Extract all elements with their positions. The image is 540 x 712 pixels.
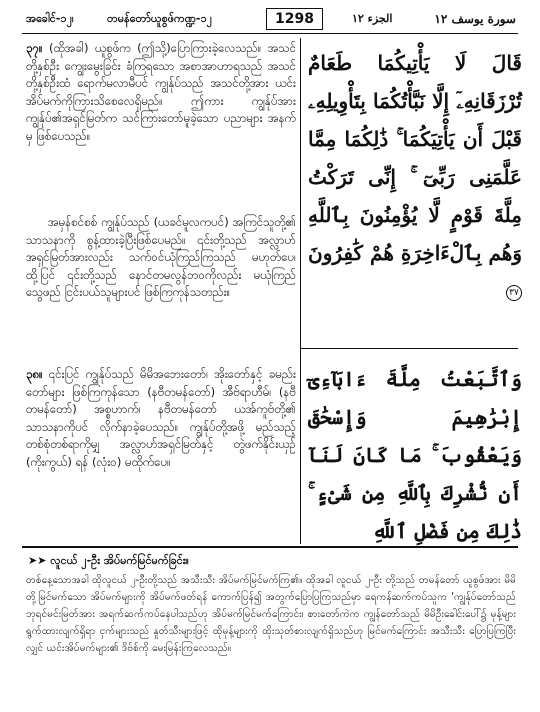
verse-number-37: ၃၇။ (26, 41, 43, 55)
verse-number-38: ၃၈။ (26, 367, 43, 381)
column-divider (300, 38, 301, 544)
arabic-verse-38 (308, 360, 522, 550)
translation-verse-37-cont (26, 214, 296, 302)
footnote-divider (22, 546, 518, 548)
verse-end-marker-37: ٣٧ (506, 285, 522, 301)
juz-label: الجزء ١٢ (352, 12, 393, 25)
arabic-text-37: قَالَ لَا يَأْتِيكُمَا طَعَامٌ تُرْزَقَانِهِۦٓ إِلَّا نَبَّأْتُكُمَا بِتَأْوِيلِهِۦ قَبْلَ أَن يَأْتِيَكُمَا ۚ ذَٰلِكُمَا مِمَّا عَلَّمَنِى رَبِّىٓ ۚ إِنِّى تَرَكْتُ مِلَّةَ قَوْمٍ لَّا يُؤْمِنُونَ بِٱللَّهِ وَهُم بِٱلْءَاخِرَةِ هُمْ كَٰفِرُونَ (308, 51, 522, 265)
surah-label: سورة يوسف ١٢ (434, 12, 516, 26)
double-arrow-icon: ➤➤ (28, 554, 47, 567)
verse-38-text: ၎င်းပြင် ကျွန်ုပ်သည် မိမိအဘေးတော်၊ အိုးတော်နှင့် ခမည်းတော်များ ဖြစ်ကြကုန်သော (နဗီတမန်တော်) အီဗ်ရာဟီမ်၊ (နဗီတမန်တော်) အစ္စဟာက်၊ နဗီတမန်တော် ယအ်ကူဗ်တို့၏ သာသနာကိုပင် လိုက်နာခဲ့ပေသည်။ ကျွန်ုပ်တို့အဖို့ မည်သည့်တစ်စုံတစ်ရာကိုမျှ အလ္လာဟ်အရှင်မြတ်နှင့် တွဲဖက်နိုင်းယှဉ် (ကိုးကွယ်) ရန် (လုံး၀) မထိုက်ပေ။ (26, 367, 296, 469)
page-number: 1298 (266, 8, 323, 30)
footnote-body (26, 572, 516, 657)
translation-verse-38 (26, 366, 296, 472)
footnote-text: တစ်နေ့သောအခါ ထိုလူငယ် ၂-ဦးတို့သည် အသီးသီး အိပ်မက်မြင်မက်ကြ၏။ ထိုအခါ လူငယ် ၂-ဦး တို့သည် တမန်တော် ယူစွဖ်အား မိမိတို့မြင်မက်သော အိပ်မက်များကို အိပ်မက်ဖတ်ရန် ကောက်ပြန်၍ အတွက်ပြောပြကြသည်မှာ ရေကန်ဆက်ကပ်သူက 'ကျွန်ုပ်တော်သည် ဘုရင်မင်းမြတ်အား အရက်ဆက်ကပ်နေပါသည်ဟု အိပ်မက်မြင်မက်ကြောင်း၊ စားတော်ကဲက ကျွန်တော်သည် မိမိဦးခေါင်းပေါ်၌ မုန့်များ ရွက်ထားလျက်ရှိရာ ငှက်များသည် နှုတ်သီးများဖြင့် ထိုမုန့်များကို ထိုးသုတ်စားလျက်ရှိသည်ဟု မြင်မက်ကြောင်း အသီးသီး ပြောပြကြပြီးလျှင် ယင်းအိပ်မက်များ၏ ဒိဗ်စ်ကို မေးမြန်းကြလေသည်။ (26, 575, 516, 654)
verse-37-text: (ထိုအခါ) ယူစွဖ်က (ဤသို့)ပြောကြားခဲ့လေသည်။ အသင်တို့နှစ်ဦး ကျွေးမွေးခြင်း ခံကြရသော အစာအာဟာရသည် အသင်တို့နှစ်ဦးထံ ရောက်မလာမီပင် ကျွန်ုပ်သည် အသင်တို့အား ယင်းအိပ်မက်ကိုကြားသိစေလေရှိမည်။ ဤကား ကျွန်ုပ်အား ကျွန်ုပ်၏အရှင်မြတ်က သင်ကြားတော်မူခဲ့သော ပညာများ အနက်မှ ဖြစ်ပေသည်။ (26, 41, 296, 143)
translation-verse-37 (26, 40, 296, 146)
header-chapter-label: တမန်တော်ယူစွဖ်ကဏ္ဍ-၁၂ (107, 12, 213, 25)
footnote-title: လူငယ် ၂-ဦး အိပ်မက်မြင်မက်ခြင်း။ (50, 554, 189, 567)
page-header (22, 6, 518, 32)
header-left-label: အခေါင်-၁၂၊ (26, 12, 74, 25)
verse-37-text-continued: အမှန်စင်စစ် ကျွန်ုပ်သည် (ယခင်မူလကပင်) အကြင်သူတို့၏ သာသနာကို စွန့်ထားခဲ့ပြီးဖြစ်ပေမည်။ ၎င်းတို့သည် အလ္လာဟ် အရှင်မြတ်အားလည်း သက်ဝင်ယုံကြည်ကြသည် မဟုတ်ပေ၊ ထို့ပြင် ၎င်းတို့သည် နောင်တမလွန်ဘဝကိုလည်း မယုံကြည်သွေဖည် ငြင်းပယ်သူများပင် ဖြစ်ကြကုန်သတည်း။ (26, 215, 296, 300)
arabic-text-38: وَٱتَّبَعْتُ مِلَّةَ ءَابَآءِىٓ إِبْرَٰهِيمَ وَإِسْحَٰقَ وَيَعْقُوبَ ۚ مَا كَانَ لَنَآ أَن نُّشْرِكَ بِٱللَّهِ مِن شَىْءٍ ۚ ذَٰلِكَ مِن فَضْلِ ٱللَّهِ (308, 367, 522, 543)
arabic-verse-37 (308, 44, 522, 310)
verse-divider (300, 348, 518, 349)
footnote-heading (28, 554, 189, 570)
header-divider (22, 33, 518, 34)
